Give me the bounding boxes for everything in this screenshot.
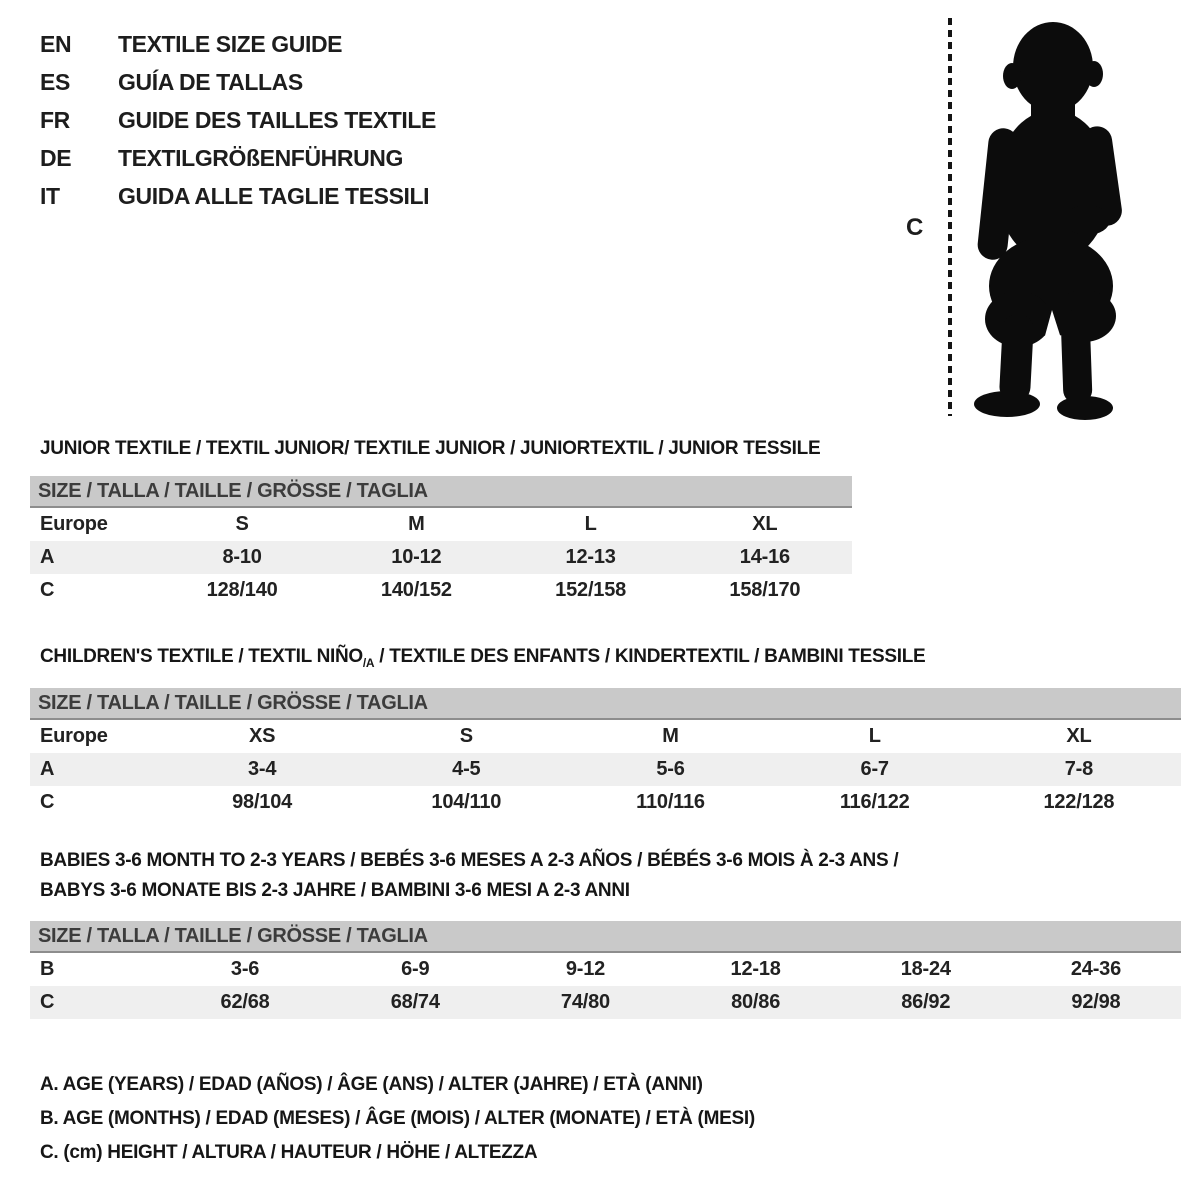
size-cell: S — [459, 724, 473, 747]
babies-size-table — [30, 921, 1181, 1019]
value-cell: 24-36 — [1070, 958, 1122, 980]
value-cell: 98/104 — [232, 790, 293, 813]
baby-silhouette — [963, 16, 1139, 420]
row-label: Europe — [40, 513, 108, 535]
table-row-months — [30, 953, 1181, 986]
value-cell: 6-7 — [860, 757, 889, 780]
guide-title-fr: GUIDE DES TAILLES TEXTILE — [118, 107, 436, 133]
value-cell: 140/152 — [380, 579, 452, 601]
value-cell: 68/74 — [390, 991, 440, 1013]
language-row-de — [40, 145, 436, 172]
value-cell: 8-10 — [222, 546, 262, 568]
value-cell: 74/80 — [560, 991, 610, 1013]
junior-textile-section — [30, 438, 852, 607]
table-row-age — [30, 541, 852, 574]
guide-title-en: TEXTILE SIZE GUIDE — [118, 31, 343, 57]
value-cell: 92/98 — [1071, 991, 1121, 1013]
value-cell: 110/116 — [636, 790, 705, 813]
language-row-fr — [40, 107, 436, 134]
value-cell: 10-12 — [391, 546, 442, 568]
junior-section-title: JUNIOR TEXTILE / TEXTIL JUNIOR/ TEXTILE JUNIOR / JUNIORTEXTIL / JUNIOR TESSILE — [40, 438, 821, 459]
size-cell: M — [408, 513, 425, 535]
value-cell: 152/158 — [555, 579, 627, 601]
language-code: IT — [40, 183, 60, 209]
language-title-list — [40, 31, 436, 221]
row-label: A — [40, 546, 55, 568]
value-cell: 86/92 — [901, 991, 951, 1013]
size-header-bar: SIZE / TALLA / TAILLE / GRÖSSE / TAGLIA — [30, 476, 852, 508]
value-cell: 4-5 — [452, 757, 481, 780]
height-measure-dashed-line — [948, 18, 952, 416]
size-cell: XS — [248, 724, 276, 747]
row-label: B — [40, 958, 55, 980]
value-cell: 104/110 — [431, 790, 502, 813]
guide-title-es: GUÍA DE TALLAS — [118, 69, 303, 95]
language-row-en — [40, 31, 436, 58]
value-cell: 14-16 — [739, 546, 790, 568]
value-cell: 9-12 — [565, 958, 606, 980]
size-header-bar: SIZE / TALLA / TAILLE / GRÖSSE / TAGLIA — [30, 688, 1181, 720]
value-cell: 7-8 — [1064, 757, 1094, 780]
value-cell: 3-6 — [230, 958, 260, 980]
size-cell: XL — [1066, 724, 1092, 747]
value-cell: 18-24 — [900, 958, 951, 980]
language-code: ES — [40, 69, 70, 95]
language-row-es — [40, 69, 436, 96]
value-cell: 5-6 — [656, 757, 685, 780]
children-textile-section — [30, 646, 1181, 819]
height-measure-label: C — [906, 214, 924, 241]
value-cell: 128/140 — [206, 579, 278, 601]
babies-title-line1: BABIES 3-6 MONTH TO 2-3 YEARS / BEBÉS 3-6 MESES A 2-3 AÑOS / BÉBÉS 3-6 MOIS À 2-3 ANS / — [40, 850, 899, 871]
children-title-subscript: /A — [362, 655, 375, 670]
babies-textile-section — [30, 846, 1181, 1019]
value-cell: 80/86 — [731, 991, 781, 1013]
legend-age-months: B. AGE (MONTHS) / EDAD (MESES) / ÂGE (MOIS) / ALTER (MONATE) / ETÀ (MESI) — [40, 1108, 755, 1129]
language-code: DE — [40, 145, 72, 171]
value-cell: 6-9 — [401, 958, 430, 980]
language-row-it — [40, 183, 436, 210]
row-label: Europe — [40, 724, 108, 747]
guide-title-de: TEXTILGRÖßENFÜHRUNG — [118, 145, 403, 171]
row-label: C — [40, 790, 55, 813]
value-cell: 122/128 — [1043, 790, 1115, 813]
value-cell: 116/122 — [839, 790, 910, 813]
value-cell: 3-4 — [247, 757, 277, 780]
table-row-height — [30, 574, 852, 607]
babies-section-title — [40, 846, 1181, 906]
language-code: EN — [40, 31, 72, 57]
value-cell: 158/170 — [729, 579, 801, 601]
table-row-height — [30, 986, 1181, 1019]
table-row-europe — [30, 508, 852, 541]
table-row-age — [30, 753, 1181, 786]
legend-height-cm: C. (cm) HEIGHT / ALTURA / HAUTEUR / HÖHE / ALTEZZA — [40, 1142, 538, 1163]
junior-size-table — [30, 476, 852, 607]
children-size-table — [30, 688, 1181, 819]
guide-title-it: GUIDA ALLE TAGLIE TESSILI — [118, 183, 430, 209]
size-cell: XL — [752, 513, 778, 535]
row-label: C — [40, 991, 55, 1013]
row-label: C — [40, 579, 55, 601]
language-code: FR — [40, 107, 70, 133]
size-cell: L — [584, 513, 597, 535]
size-cell: M — [662, 724, 679, 747]
row-label: A — [40, 757, 55, 780]
legend-age-years: A. AGE (YEARS) / EDAD (AÑOS) / ÂGE (ANS) / ALTER (JAHRE) / ETÀ (ANNI) — [40, 1074, 703, 1095]
value-cell: 12-13 — [565, 546, 616, 568]
value-cell: 12-18 — [730, 958, 781, 980]
measurement-legend — [40, 1074, 755, 1176]
size-cell: L — [868, 724, 881, 747]
size-cell: S — [235, 513, 249, 535]
size-header-bar: SIZE / TALLA / TAILLE / GRÖSSE / TAGLIA — [30, 921, 1181, 953]
value-cell: 62/68 — [220, 991, 270, 1013]
children-section-title — [40, 646, 1181, 670]
children-title-suffix: / TEXTILE DES ENFANTS / KINDERTEXTIL / BAMBINI TESSILE — [374, 646, 926, 667]
table-row-europe — [30, 720, 1181, 753]
children-title-prefix: CHILDREN'S TEXTILE / TEXTIL NIÑO — [40, 646, 363, 667]
table-row-height — [30, 786, 1181, 819]
babies-title-line2: BABYS 3-6 MONATE BIS 2-3 JAHRE / BAMBINI 3-6 MESI A 2-3 ANNI — [40, 880, 630, 901]
